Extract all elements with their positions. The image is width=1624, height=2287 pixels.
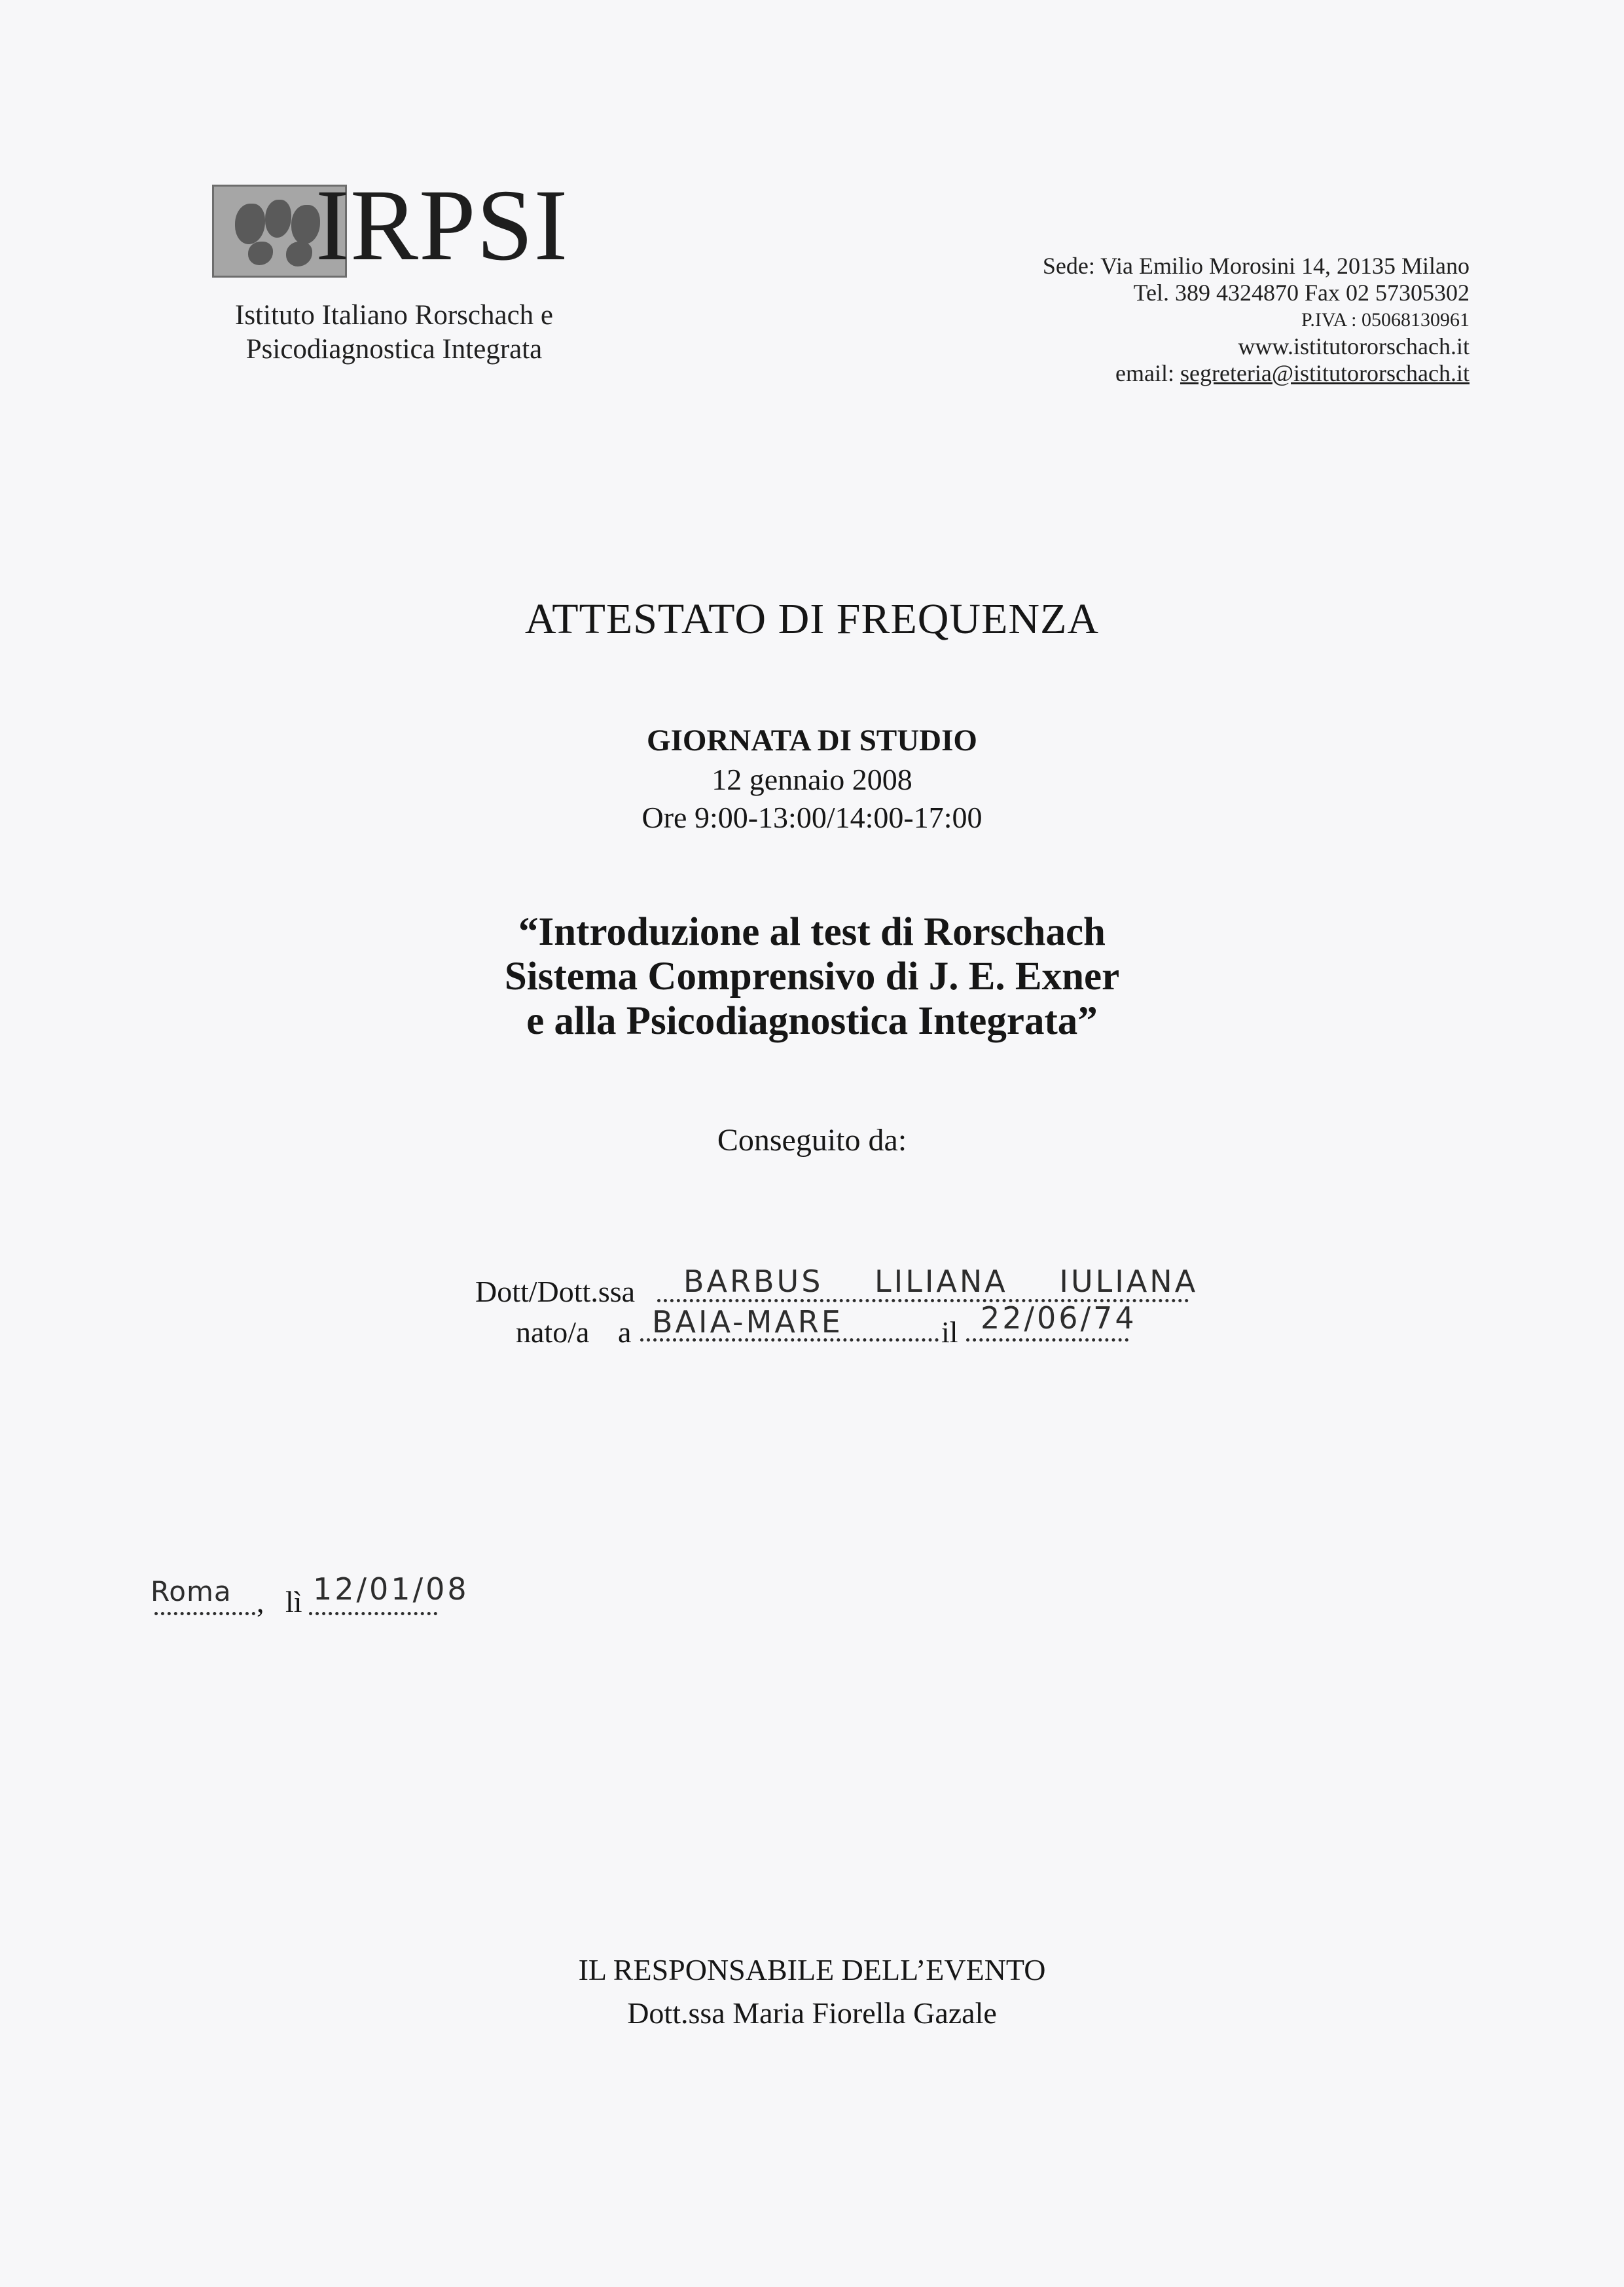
birthplace: BAIA-MARE bbox=[652, 1304, 843, 1340]
email-link[interactable]: segreteria@istitutororschach.it bbox=[1180, 360, 1470, 386]
awarded-to-label: Conseguito da: bbox=[717, 1123, 907, 1158]
course-title-line3: e alla Psicodiagnostica Integrata” bbox=[526, 999, 1098, 1043]
vat-number: P.IVA : 05068130961 bbox=[1301, 309, 1470, 331]
course-title-line1: “Introduzione al test di Rorschach bbox=[518, 910, 1106, 954]
recipient-name: BARBUS LILIANA IULIANA bbox=[683, 1264, 1199, 1299]
signature-block bbox=[0, 1949, 1624, 2035]
place-dotted-line bbox=[154, 1612, 255, 1615]
institute-name-line1: Istituto Italiano Rorschach e bbox=[235, 300, 553, 331]
event-date: 12 gennaio 2008 bbox=[712, 763, 912, 796]
address: Sede: Via Emilio Morosini 14, 20135 Milano bbox=[1042, 253, 1470, 279]
born-on-label: il bbox=[941, 1315, 958, 1349]
phone-fax: Tel. 389 4324870 Fax 02 57305302 bbox=[1133, 280, 1470, 306]
issue-place: Roma bbox=[151, 1575, 232, 1607]
event-responsible-role: IL RESPONSABILE DELL’EVENTO bbox=[578, 1953, 1046, 1986]
institute-logo bbox=[211, 168, 577, 367]
issue-date: 12/01/08 bbox=[313, 1571, 469, 1607]
email-label: email: bbox=[1115, 360, 1174, 386]
event-type: GIORNATA DI STUDIO bbox=[647, 723, 977, 758]
issue-date-label: lì bbox=[285, 1585, 302, 1619]
birthdate: 22/06/74 bbox=[981, 1300, 1137, 1336]
institute-name bbox=[217, 299, 571, 367]
birthdate-dotted-line bbox=[966, 1338, 1128, 1342]
born-at-label: a bbox=[618, 1315, 632, 1349]
course-title-line2: Sistema Comprensivo di J. E. Exner bbox=[504, 955, 1120, 998]
institute-name-line2: Psicodiagnostica Integrata bbox=[245, 334, 543, 365]
comma-separator: , bbox=[257, 1585, 264, 1619]
email-row bbox=[1043, 360, 1470, 387]
signatory-name: Dott.ssa Maria Fiorella Gazale bbox=[627, 1996, 997, 2030]
certificate-title: ATTESTATO DI FREQUENZA bbox=[524, 595, 1100, 643]
title-label: Dott/Dott.ssa bbox=[475, 1275, 636, 1308]
contact-block bbox=[1043, 253, 1470, 387]
course-title bbox=[0, 910, 1624, 1044]
date-dotted-line bbox=[309, 1612, 437, 1615]
website-link[interactable]: www.istitutororschach.it bbox=[1238, 333, 1470, 359]
born-label: nato/a bbox=[516, 1315, 590, 1349]
logo-acronym: IRPSI bbox=[316, 168, 569, 282]
event-hours: Ore 9:00-13:00/14:00-17:00 bbox=[641, 801, 983, 834]
